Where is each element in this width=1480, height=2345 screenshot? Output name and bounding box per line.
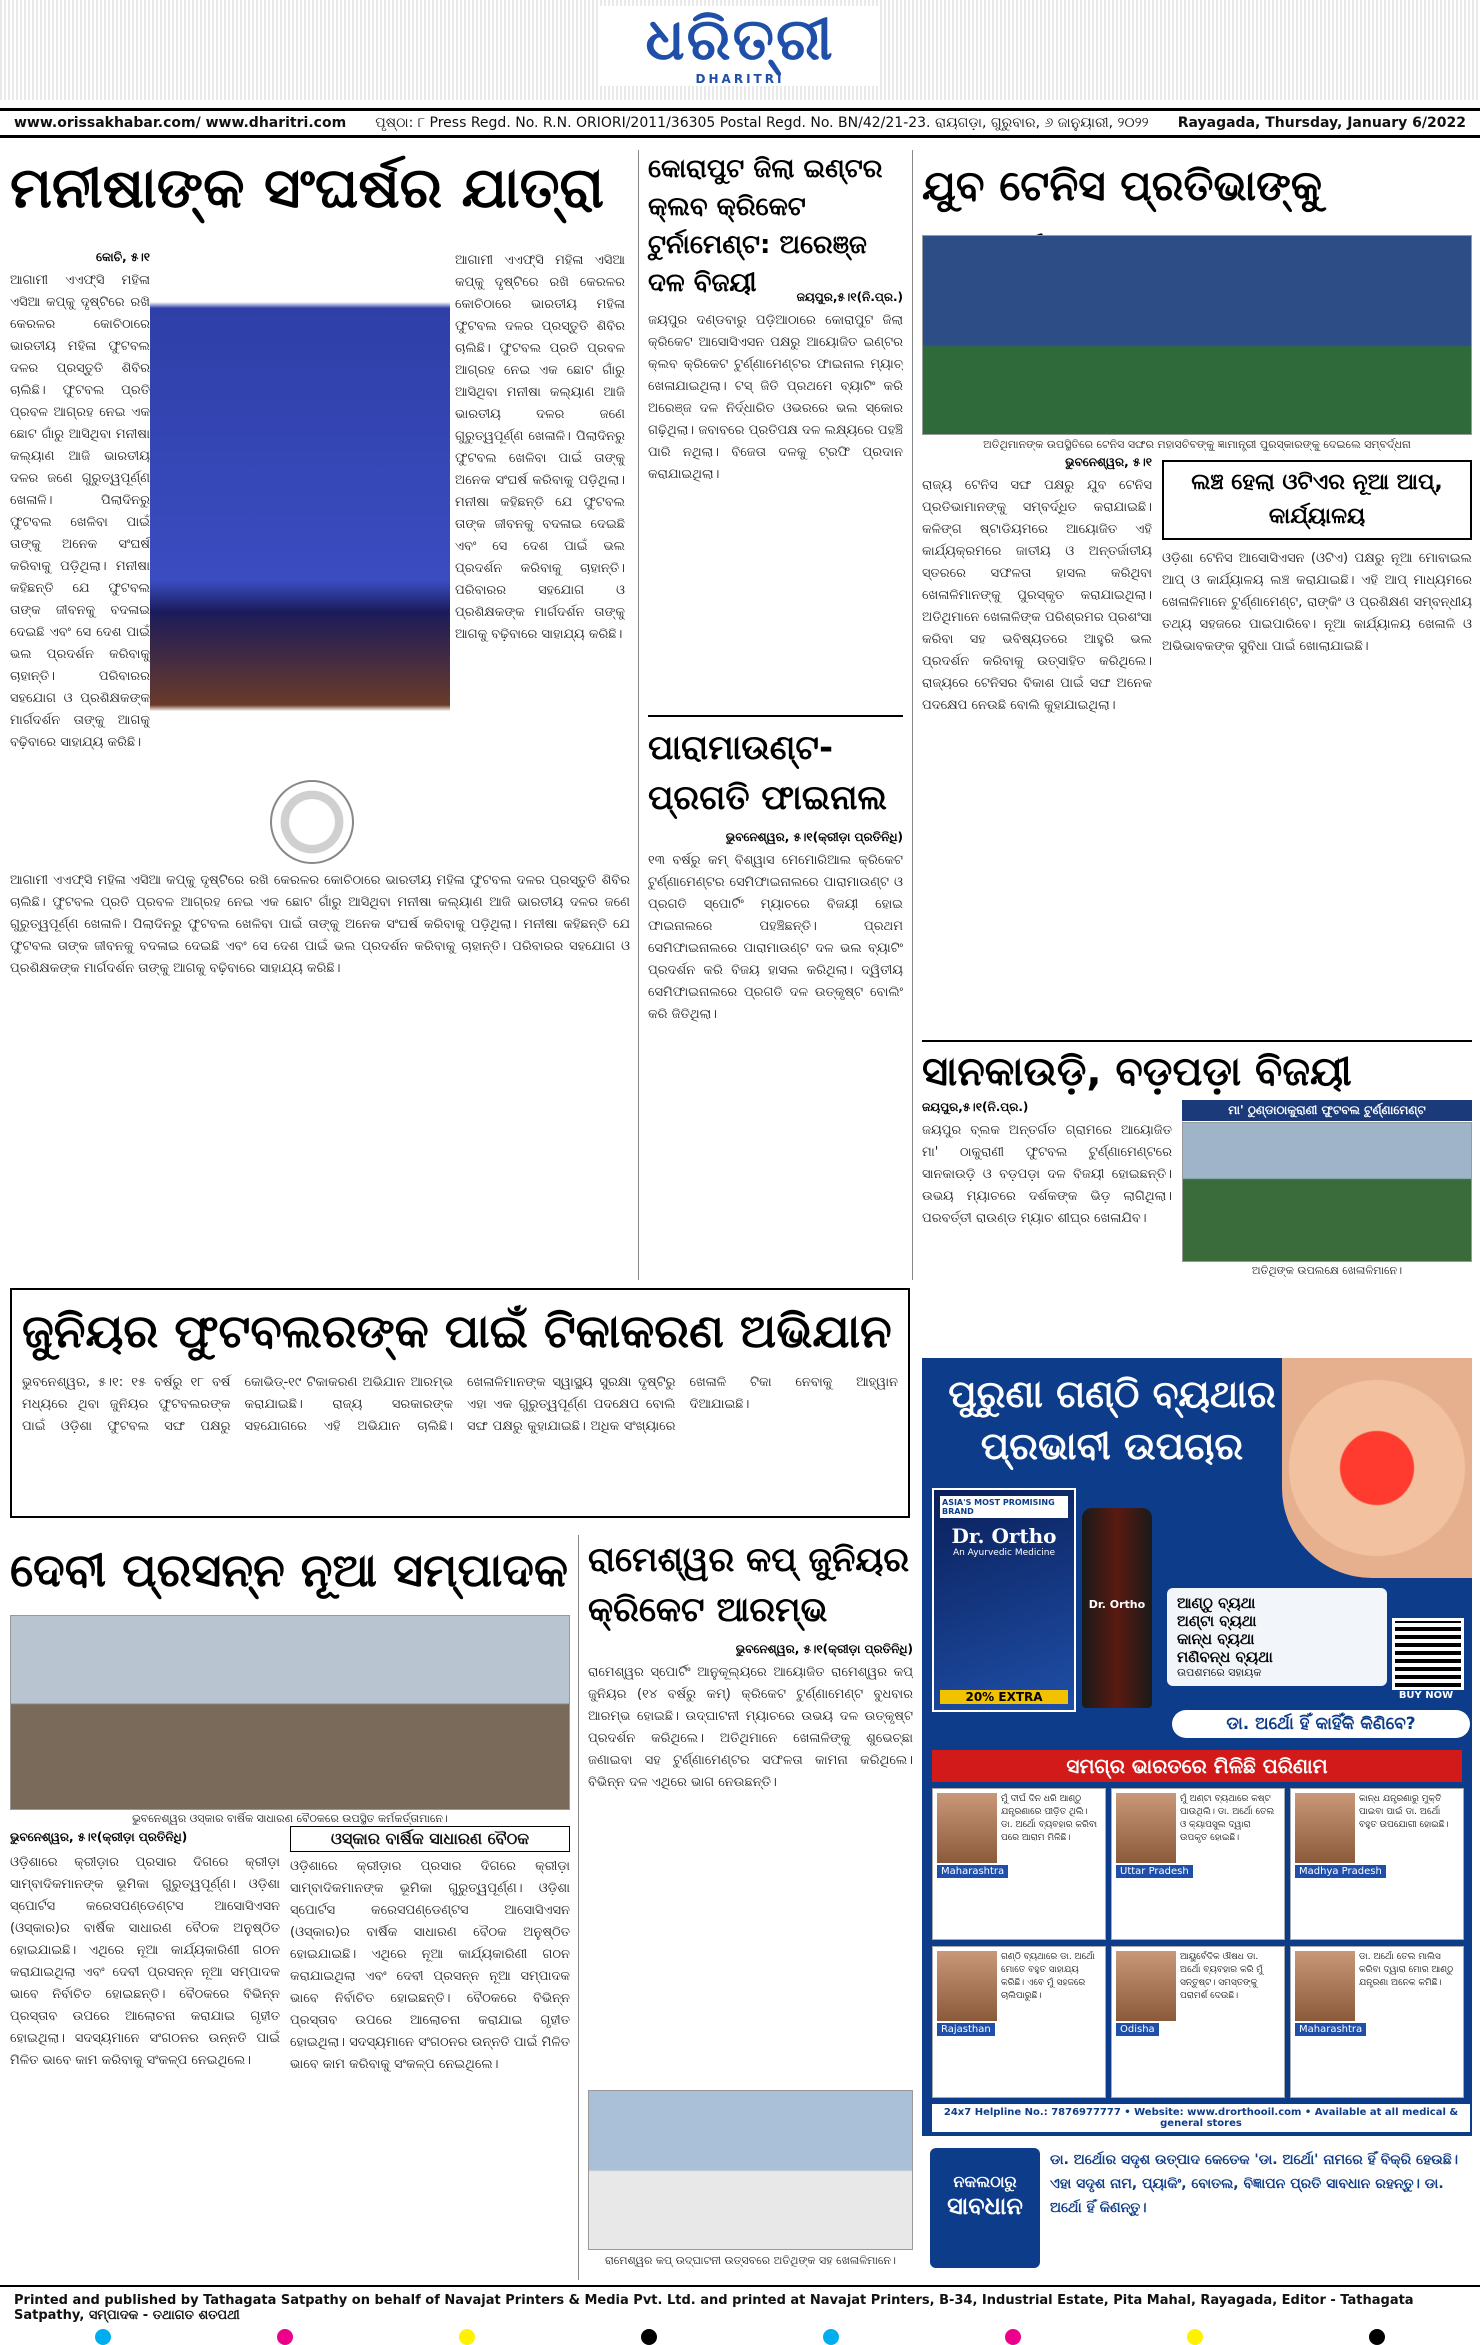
helpline-bar[interactable]: 24x7 Helpline No.: 7876977777 • Website: www.drorthooil.com • Available at all medical & general stores bbox=[932, 2104, 1470, 2132]
testimonial-card bbox=[932, 1946, 1106, 2098]
product-box bbox=[932, 1488, 1076, 1712]
story3-byline: ଭୁବନେଶ୍ୱର, ୫।୧(କ୍ରୀଡ଼ା ପ୍ରତିନିଧି) bbox=[725, 830, 903, 844]
product-subtitle: An Ayurvedic Medicine bbox=[952, 1548, 1056, 1558]
testimonial-region: Uttar Pradesh bbox=[1116, 1865, 1193, 1878]
football-team-photo bbox=[1182, 1122, 1472, 1262]
bottle-product-name: Dr. Ortho bbox=[1088, 1598, 1146, 1611]
testimonial-text: କାନ୍ଧ ଯନ୍ତ୍ରଣାରୁ ମୁକ୍ତି ପାଇବା ପାଇଁ ଡା. ଅର୍ଥୋ ବହୁତ ଉପଯୋଗୀ ହୋଇଛି। bbox=[1359, 1794, 1449, 1830]
testimonial-text: ଗଣ୍ଠି ବ୍ୟଥାରେ ଡା. ଅର୍ଥୋ ମୋତେ ବହୁତ ସାହାଯ୍ୟ କରିଛି। ଏବେ ମୁଁ ସହଜରେ ଚାଲିପାରୁଛି। bbox=[1001, 1952, 1095, 2001]
cyan-swatch bbox=[823, 2329, 839, 2345]
logo-subtext: DHARITRI bbox=[695, 72, 785, 86]
testimonial-card bbox=[1111, 1788, 1285, 1940]
person-photo bbox=[1295, 1951, 1355, 2021]
ota-app-box bbox=[1162, 460, 1472, 1035]
story3-headline[interactable]: ପାରାମାଉଣ୍ଟ- ପ୍ରଗତି ଫାଇନାଲ bbox=[648, 715, 903, 823]
person-photo bbox=[1295, 1793, 1355, 1863]
story9-byline: ଭୁବନେଶ୍ୱର, ୫।୧(କ୍ରୀଡ଼ା ପ୍ରତିନିଧି) bbox=[735, 1642, 913, 1656]
story5-body: ଓଡ଼ିଶା ଟେନିସ ଆସୋସିଏସନ (ଓଟିଏ) ପକ୍ଷରୁ ନୂଆ ମୋବାଇଲ ଆପ୍ ଓ କାର୍ଯ୍ୟାଳୟ ଲଞ୍ଚ କରାଯାଇଛି। ଏହି ଆପ୍ ମାଧ୍ୟମରେ ଖେଳାଳିମାନେ ଟୁର୍ଣ୍ଣାମେଣ୍ଟ, ରାଙ୍କିଂ ଓ ପ୍ରଶିକ୍ଷଣ ସମ୍ବନ୍ଧୀୟ ତଥ୍ୟ ସହଜରେ ପାଇପାରିବେ। ନୂଆ କାର୍ଯ୍ୟାଳୟ ଖେଳାଳି ଓ ଅଭିଭାବକଙ୍କ ସୁବିଧା ପାଇଁ ଖୋଲାଯାଇଛି। bbox=[1162, 551, 1472, 654]
person-photo bbox=[937, 1793, 997, 1863]
dr-ortho-ad[interactable] bbox=[922, 1358, 1472, 2280]
story7-headline[interactable]: ଜୁନିୟର ଫୁଟବଲରଙ୍କ ପାଇଁ ଟିକାକରଣ ଅଭିଯାନ bbox=[22, 1304, 892, 1358]
tennis-felicitation-photo bbox=[922, 235, 1472, 435]
qr-code[interactable] bbox=[1392, 1618, 1464, 1690]
story6-byline: ଜୟପୁର,୫।୧(ନି.ପ୍ର.) bbox=[922, 1100, 1029, 1114]
story8-byline: ଭୁବନେଶ୍ୱର, ୫।୧(କ୍ରୀଡ଼ା ପ୍ରତିନିଧି) bbox=[10, 1830, 188, 1844]
story2-body: ଜୟପୁର ଦଣ୍ଡବାରୁ ପଡ଼ିଆଠାରେ କୋରାପୁଟ ଜିଲା କ୍ରିକେଟ ଆସୋସିଏସନ ପକ୍ଷରୁ ଆୟୋଜିତ ଇଣ୍ଟର କ୍ଲବ କ୍ରିକେଟ ଟୁର୍ଣ୍ଣାମେଣ୍ଟର ଫାଇନାଲ ମ୍ୟାଚ୍ ଖେଳାଯାଇଥିଲା। ଟସ୍ ଜିତି ପ୍ରଥମେ ବ୍ୟାଟିଂ କରି ଅରେଞ୍ଜ ଦଳ ନିର୍ଦ୍ଧାରିତ ଓଭରରେ ଭଲ ସ୍କୋର ଗଢ଼ିଥିଲା। ଜବାବରେ ପ୍ରତିପକ୍ଷ ଦଳ ଲକ୍ଷ୍ୟରେ ପହଞ୍ଚି ପାରି ନଥିଲା। ବିଜେତା ଦଳକୁ ଟ୍ରଫି ପ୍ରଦାନ କରାଯାଇଥିଲା। bbox=[648, 313, 903, 482]
story9-photo-caption: ରାମେଶ୍ୱର କପ୍ ଉଦ୍‌ଘାଟନୀ ଉତ୍ସବରେ ଅତିଥିଙ୍କ ସହ ଖେଳାଳିମାନେ। bbox=[605, 2254, 896, 2267]
oil-bottle-icon bbox=[1082, 1508, 1152, 1708]
testimonial-region: Rajasthan bbox=[937, 2023, 995, 2036]
imprint-text: Printed and published by Tathagata Satpathy on behalf of Navajat Printers & Media Pvt. Ltd. and printed at Navajat Printers, B-34, Industrial Estate, Pita Mahal, Rayagada, Editor - Tathagata Satpathy, ସମ୍ପାଦକ - ତଥାଗତ ଶତପଥୀ bbox=[14, 2293, 1414, 2323]
footballer-photo bbox=[150, 240, 450, 860]
caution-text: ଡା. ଅର୍ଥୋର ସଦୃଶ ଉତ୍ପାଦ କେତେକ 'ଡା. ଅର୍ଥୋ' ନାମରେ ହିଁ ବିକ୍ରି ହେଉଛି। ଏହା ସଦୃଶ ନାମ, ପ୍ୟାକିଂ, ବୋତଲ, ବିଜ୍ଞାପନ ପ୍ରତି ସାବଧାନ ରହନ୍ତୁ। ଡା. ଅର୍ଥୋ ହିଁ କିଣନ୍ତୁ। bbox=[1050, 2152, 1458, 2216]
story8-body-right: ଓଡ଼ିଶାରେ କ୍ରୀଡ଼ାର ପ୍ରସାର ଦିଗରେ କ୍ରୀଡ଼ା ସାମ୍ବାଦିକମାନଙ୍କ ଭୂମିକା ଗୁରୁତ୍ୱପୂର୍ଣ୍ଣ। ଓଡ଼ିଶା ସ୍ପୋର୍ଟସ କରେସପଣ୍ଡେଣ୍ଟସ ଆସୋସିଏସନ (ଓସ୍କାର)ର ବାର୍ଷିକ ସାଧାରଣ ବୈଠକ ଅନୁଷ୍ଠିତ ହୋଇଯାଇଛି। ଏଥିରେ ନୂଆ କାର୍ଯ୍ୟକାରିଣୀ ଗଠନ କରାଯାଇଥିଲା ଏବଂ ଦେବୀ ପ୍ରସନ୍ନ ନୂଆ ସମ୍ପାଦକ ଭାବେ ନିର୍ବାଚିତ ହୋଇଛନ୍ତି। ବୈଠକରେ ବିଭିନ୍ନ ପ୍ରସ୍ତାବ ଉପରେ ଆଲୋଚନା କରାଯାଇ ଗୃହୀତ ହୋଇଥିଲା। ସଦସ୍ୟମାନେ ସଂଗଠନର ଉନ୍ନତି ପାଇଁ ମିଳିତ ଭାବେ କାମ କରିବାକୁ ସଂକଳ୍ପ ନେଇଥିଲେ। bbox=[290, 1859, 570, 2072]
testimonial-card bbox=[932, 1788, 1106, 1940]
brand-badge: ASIA'S MOST PROMISING BRAND bbox=[940, 1496, 1068, 1518]
story8-body-left: ଓଡ଼ିଶାରେ କ୍ରୀଡ଼ାର ପ୍ରସାର ଦିଗରେ କ୍ରୀଡ଼ା ସାମ୍ବାଦିକମାନଙ୍କ ଭୂମିକା ଗୁରୁତ୍ୱପୂର୍ଣ୍ଣ। ଓଡ଼ିଶା ସ୍ପୋର୍ଟସ କରେସପଣ୍ଡେଣ୍ଟସ ଆସୋସିଏସନ (ଓସ୍କାର)ର ବାର୍ଷିକ ସାଧାରଣ ବୈଠକ ଅନୁଷ୍ଠିତ ହୋଇଯାଇଛି। ଏଥିରେ ନୂଆ କାର୍ଯ୍ୟକାରିଣୀ ଗଠନ କରାଯାଇଥିଲା ଏବଂ ଦେବୀ ପ୍ରସନ୍ନ ନୂଆ ସମ୍ପାଦକ ଭାବେ ନିର୍ବାଚିତ ହୋଇଛନ୍ତି। ବୈଠକରେ ବିଭିନ୍ନ ପ୍ରସ୍ତାବ ଉପରେ ଆଲୋଚନା କରାଯାଇ ଗୃହୀତ ହୋଇଥିଲା। ସଦସ୍ୟମାନେ ସଂଗଠନର ଉନ୍ନତି ପାଇଁ ମିଳିତ ଭାବେ କାମ କରିବାକୁ ସଂକଳ୍ପ ନେଇଥିଲେ। bbox=[10, 1855, 280, 2068]
edition-date: Rayagada, Thursday, January 6/2022 bbox=[1177, 115, 1466, 131]
person-photo bbox=[1116, 1793, 1176, 1863]
person-photo bbox=[1116, 1951, 1176, 2021]
story1-body-right: ଆଗାମୀ ଏଏଫ୍‌ସି ମହିଳା ଏସିଆ କପ୍‌କୁ ଦୃଷ୍ଟିରେ ରଖି କେରଳର କୋଚିଠାରେ ଭାରତୀୟ ମହିଳା ଫୁଟବଲ ଦଳର ପ୍ରସ୍ତୁତି ଶିବିର ଚାଲିଛି। ଫୁଟବଲ ପ୍ରତି ପ୍ରବଳ ଆଗ୍ରହ ନେଇ ଏକ ଛୋଟ ଗାଁରୁ ଆସିଥିବା ମନୀଷା କଲ୍ୟାଣ ଆଜି ଭାରତୀୟ ଦଳର ଜଣେ ଗୁରୁତ୍ୱପୂର୍ଣ୍ଣ ଖେଳାଳି। ପିଲାଦିନରୁ ଫୁଟବଲ ଖେଳିବା ପାଇଁ ତାଙ୍କୁ ଅନେକ ସଂଘର୍ଷ କରିବାକୁ ପଡ଼ିଥିଲା। ମନୀଷା କହିଛନ୍ତି ଯେ ଫୁଟବଲ ତାଙ୍କ ଜୀବନକୁ ବଦଳାଇ ଦେଇଛି ଏବଂ ସେ ଦେଶ ପାଇଁ ଭଲ ପ୍ରଦର୍ଶନ କରିବାକୁ ଚାହାନ୍ତି। ପରିବାରର ସହଯୋଗ ଓ ପ୍ରଶିକ୍ଷକଙ୍କ ମାର୍ଗଦର୍ଶନ ତାଙ୍କୁ ଆଗକୁ ବଢ଼ିବାରେ ସାହାଯ୍ୟ କରିଛି। bbox=[455, 253, 625, 642]
qr-label: BUY NOW bbox=[1398, 1690, 1454, 1701]
cricket-team-photo bbox=[588, 2090, 913, 2250]
benefit-item: ଆଣ୍ଠୁ ବ୍ୟଥା bbox=[1177, 1594, 1256, 1612]
color-registration-marks bbox=[14, 2329, 1466, 2345]
website-link[interactable]: www.orissakhabar.com/ www.dharitri.com bbox=[14, 115, 347, 131]
newspaper-logo[interactable] bbox=[600, 6, 880, 86]
registration-info: ପୃଷ୍ଠା: ୮ Press Regd. No. R.N. ORIORI/2011/36305 Postal Regd. No. BN/42/21-23. ରାୟଗଡ଼ା, ଗୁରୁବାର, ୬ ଜାନୁୟାରୀ, ୨୦୨୨ bbox=[375, 115, 1149, 131]
story4-body: ରାଜ୍ୟ ଟେନିସ ସଙ୍ଘ ପକ୍ଷରୁ ଯୁବ ଟେନିସ ପ୍ରତିଭାମାନଙ୍କୁ ସମ୍ବର୍ଦ୍ଧିତ କରାଯାଇଛି। କଳିଙ୍ଗ ଷ୍ଟାଡିୟମରେ ଆୟୋଜିତ ଏହି କାର୍ଯ୍ୟକ୍ରମରେ ଜାତୀୟ ଓ ଅନ୍ତର୍ଜାତୀୟ ସ୍ତରରେ ସଫଳତା ହାସଲ କରିଥିବା ଖେଳାଳିମାନଙ୍କୁ ପୁରସ୍କୃତ କରାଯାଇଥିଲା। ଅତିଥିମାନେ ଖେଳାଳିଙ୍କ ପରିଶ୍ରମର ପ୍ରଶଂସା କରିବା ସହ ଭବିଷ୍ୟତରେ ଆହୁରି ଭଲ ପ୍ରଦର୍ଶନ କରିବାକୁ ଉତ୍ସାହିତ କରିଥିଲେ। ରାଜ୍ୟରେ ଟେନିସର ବିକାଶ ପାଇଁ ସଙ୍ଘ ଅନେକ ପଦକ୍ଷେପ ନେଉଛି ବୋଲି କୁହାଯାଇଥିଲା। bbox=[922, 478, 1152, 713]
logo-text: ଧରିତ୍ରୀ bbox=[645, 5, 835, 73]
testimonial-region: Odisha bbox=[1116, 2023, 1159, 2036]
black-swatch bbox=[641, 2329, 657, 2345]
benefit-item: ଅଣ୍ଟା ବ୍ୟଥା bbox=[1177, 1612, 1257, 1630]
story4-photo-caption: ଅତିଥିମାନଙ୍କ ଉପସ୍ଥିତିରେ ଟେନିସ ସଙ୍ଘର ମହାସଚିବଙ୍କୁ ଜ୍ଞାମାନ୍ତ୍ରୀ ପୁରସ୍କାରଙ୍କୁ ଦେଇଲେ ସମ୍ବର୍ଦ୍ଧନା bbox=[983, 438, 1411, 451]
ad-title-1: ପୁରୁଣା ଗଣ୍ଠି ବ୍ୟଥାର bbox=[948, 1372, 1276, 1416]
magenta-swatch bbox=[1005, 2329, 1021, 2345]
story8-subhead: ଓସ୍କାର ବାର୍ଷିକ ସାଧାରଣ ବୈଠକ bbox=[290, 1826, 570, 1852]
story7-body: ଭୁବନେଶ୍ୱର, ୫।୧: ୧୫ ବର୍ଷରୁ ୧୮ ବର୍ଷ ମଧ୍ୟରେ ଥିବା ଜୁନିୟର ଫୁଟବଲରଙ୍କ ପାଇଁ ଓଡ଼ିଶା ଫୁଟବଲ ସଙ୍ଘ ପକ୍ଷରୁ କୋଭିଡ୍-୧୯ ଟିକାକରଣ ଅଭିଯାନ ଆରମ୍ଭ କରାଯାଇଛି। ରାଜ୍ୟ ସରକାରଙ୍କ ସହଯୋଗରେ ଏହି ଅଭିଯାନ ଚାଲିଛି। ଖେଳାଳିମାନଙ୍କ ସ୍ୱାସ୍ଥ୍ୟ ସୁରକ୍ଷା ଦୃଷ୍ଟିରୁ ଏହା ଏକ ଗୁରୁତ୍ୱପୂର୍ଣ୍ଣ ପଦକ୍ଷେପ ବୋଲି ସଙ୍ଘ ପକ୍ଷରୁ କୁହାଯାଇଛି। ଅଧିକ ସଂଖ୍ୟାରେ ଖେଳାଳି ଟିକା ନେବାକୁ ଆହ୍ୱାନ ଦିଆଯାଇଛି। bbox=[22, 1375, 898, 1434]
story9-headline[interactable]: ରାମେଶ୍ୱର କପ୍ ଜୁନିୟର କ୍ରିକେଟ ଆରମ୍ଭ bbox=[588, 1540, 910, 1630]
story4-byline: ଭୁବନେଶ୍ୱର, ୫।୧ bbox=[1065, 455, 1152, 469]
person-photo bbox=[937, 1951, 997, 2021]
cyan-swatch bbox=[95, 2329, 111, 2345]
column-rule bbox=[638, 150, 639, 1280]
caution-box bbox=[922, 2133, 1472, 2283]
testimonial-card bbox=[1290, 1946, 1464, 2098]
ad-question: ଡା. ଅର୍ଥୋ ହିଁ କାହିଁକି କିଣିବେ? bbox=[1172, 1710, 1470, 1738]
story6-body: ଜୟପୁର ବ୍ଲକ ଅନ୍ତର୍ଗତ ଗ୍ରାମରେ ଆୟୋଜିତ ମା' ଠାକୁରାଣୀ ଫୁଟବଲ ଟୁର୍ଣ୍ଣାମେଣ୍ଟରେ ସାନକାଉଡ଼ି ଓ ବଡ଼ପଡ଼ା ଦଳ ବିଜୟୀ ହୋଇଛନ୍ତି। ଉଭୟ ମ୍ୟାଚରେ ଦର୍ଶକଙ୍କ ଭିଡ଼ ଲାଗିଥିଲା। ପରବର୍ତ୍ତୀ ରାଉଣ୍ଡ ମ୍ୟାଚ ଶୀଘ୍ର ଖେଳାଯିବ। bbox=[922, 1123, 1172, 1226]
story6-headline[interactable]: ସାନକାଉଡ଼ି, ବଡ଼ପଡ଼ା ବିଜୟୀ bbox=[922, 1040, 1472, 1102]
black-swatch bbox=[1369, 2329, 1385, 2345]
story6-photo-caption: ଅତିଥିଙ୍କ ଉପଲକ୍ଷେ ଖେଳାଳିମାନେ। bbox=[1251, 1264, 1403, 1277]
testimonial-region: Madhya Pradesh bbox=[1295, 1865, 1386, 1878]
story9-body: ରାମେଶ୍ୱର ସ୍ପୋର୍ଟିଂ ଆନୁକୂଲ୍ୟରେ ଆୟୋଜିତ ରାମେଶ୍ୱର କପ୍ ଜୁନିୟର (୧୪ ବର୍ଷରୁ କମ୍) କ୍ରିକେଟ ଟୁର୍ଣ୍ଣାମେଣ୍ଟ ବୁଧବାର ଆରମ୍ଭ ହୋଇଛି। ଉଦ୍‌ଘାଟନୀ ମ୍ୟାଚରେ ଉଭୟ ଦଳ ଉତ୍କୃଷ୍ଟ ପ୍ରଦର୍ଶନ କରିଥିଲେ। ଅତିଥିମାନେ ଖେଳାଳିଙ୍କୁ ଶୁଭେଚ୍ଛା ଜଣାଇବା ସହ ଟୁର୍ଣ୍ଣାମେଣ୍ଟର ସଫଳତା କାମନା କରିଥିଲେ। ବିଭିନ୍ନ ଦଳ ଏଥିରେ ଭାଗ ନେଉଛନ୍ତି। bbox=[588, 1665, 913, 1790]
story2-byline: ଜୟପୁର,୫।୧(ନି.ପ୍ର.) bbox=[796, 290, 903, 304]
testimonial-region: Maharashtra bbox=[1295, 2023, 1366, 2036]
testimonial-text: ଡା. ଅର୍ଥୋ ତେଲ ମାଲିସ କରିବା ଦ୍ୱାରା ମୋର ଆଣ୍ଠୁ ଯନ୍ତ୍ରଣା ଅନେକ କମିଛି। bbox=[1359, 1952, 1454, 1988]
story5-headline[interactable]: ଲଞ୍ଚ ହେଲା ଓଟିଏର ନୂଆ ଆପ୍, କାର୍ଯ୍ୟାଳୟ bbox=[1162, 460, 1472, 540]
yellow-swatch bbox=[1187, 2329, 1203, 2345]
story3-body: ୧୩ ବର୍ଷରୁ କମ୍ ବିଶ୍ୱାସ ମେମୋରିଆଲ କ୍ରିକେଟ ଟୁର୍ଣ୍ଣାମେଣ୍ଟର ସେମିଫାଇନାଲରେ ପାରାମାଉଣ୍ଟ ଓ ପ୍ରଗତି ସ୍ପୋର୍ଟିଂ ମ୍ୟାଚରେ ବିଜୟୀ ହୋଇ ଫାଇନାଲରେ ପହଞ୍ଚିଛନ୍ତି। ପ୍ରଥମ ସେମିଫାଇନାଲରେ ପାରାମାଉଣ୍ଟ ଦଳ ଭଲ ବ୍ୟାଟିଂ ପ୍ରଦର୍ଶନ କରି ବିଜୟ ହାସଲ କରିଥିଲା। ଦ୍ୱିତୀୟ ସେମିଫାଇନାଲରେ ପ୍ରଗତି ଦଳ ଉତ୍କୃଷ୍ଟ ବୋଲିଂ କରି ଜିତିଥିଲା। bbox=[648, 853, 903, 1022]
testimonial-text: ମୁଁ ଦୀର୍ଘ ଦିନ ଧରି ଆଣ୍ଠୁ ଯନ୍ତ୍ରଣାରେ ପୀଡ଼ିତ ଥିଲି। ଡା. ଅର୍ଥୋ ବ୍ୟବହାର କରିବା ପରେ ଆରାମ ମିଳିଛି। bbox=[1001, 1794, 1098, 1843]
caution-word-2: ସାବଧାନ bbox=[947, 2192, 1023, 2220]
testimonial-text: ମୁଁ ଅଣ୍ଟା ବ୍ୟଥାରେ କଷ୍ଟ ପାଉଥିଲି। ଡା. ଅର୍ଥୋ ତେଲ ଓ କ୍ୟାପସୁଲ ଦ୍ୱାରା ଉପକୃତ ହୋଇଛି। bbox=[1180, 1794, 1275, 1843]
oscar-meeting-photo bbox=[10, 1615, 570, 1810]
imprint-footer bbox=[0, 2285, 1480, 2339]
benefit-item: ମଣିବନ୍ଧ ବ୍ୟଥା bbox=[1177, 1648, 1273, 1666]
benefit-list bbox=[1167, 1588, 1387, 1686]
tournament-banner: ମା' ଠୁଣ୍ଡାଠାକୁରାଣୀ ଫୁଟବଲ ଟୁର୍ଣ୍ଣାମେଣ୍ଟ bbox=[1182, 1100, 1472, 1121]
story2-headline[interactable]: କୋରାପୁଟ ଜିଲା ଇଣ୍ଟର କ୍ଲବ କ୍ରିକେଟ ଟୁର୍ନାମେଣ୍ଟ: ଅରେଞ୍ଜ ଦଳ ବିଜୟୀ bbox=[648, 154, 883, 298]
football-icon bbox=[270, 780, 354, 864]
story4-headline[interactable]: ଯୁବ ଟେନିସ ପ୍ରତିଭାଙ୍କୁ bbox=[922, 161, 1322, 210]
testimonial-region: Maharashtra bbox=[937, 1865, 1008, 1878]
caution-left bbox=[930, 2148, 1040, 2268]
benefit-item: କାନ୍ଧ ବ୍ୟଥା bbox=[1177, 1630, 1255, 1648]
ad-title-2: ପ୍ରଭାବୀ ଉପଚାର bbox=[980, 1424, 1244, 1468]
dateline-bar bbox=[0, 108, 1480, 138]
knee-icon bbox=[1282, 1358, 1472, 1578]
testimonial-card bbox=[1111, 1946, 1285, 2098]
story8-photo-caption: ଭୁବନେଶ୍ୱର ଓସ୍କାର ବାର୍ଷିକ ସାଧାରଣ ବୈଠକରେ ଉପସ୍ଥିତ କର୍ମକର୍ତ୍ତାମାନେ। bbox=[132, 1812, 448, 1825]
story1-body-bottom: ଆଗାମୀ ଏଏଫ୍‌ସି ମହିଳା ଏସିଆ କପ୍‌କୁ ଦୃଷ୍ଟିରେ ରଖି କେରଳର କୋଚିଠାରେ ଭାରତୀୟ ମହିଳା ଫୁଟବଲ ଦଳର ପ୍ରସ୍ତୁତି ଶିବିର ଚାଲିଛି। ଫୁଟବଲ ପ୍ରତି ପ୍ରବଳ ଆଗ୍ରହ ନେଇ ଏକ ଛୋଟ ଗାଁରୁ ଆସିଥିବା ମନୀଷା କଲ୍ୟାଣ ଆଜି ଭାରତୀୟ ଦଳର ଜଣେ ଗୁରୁତ୍ୱପୂର୍ଣ୍ଣ ଖେଳାଳି। ପିଲାଦିନରୁ ଫୁଟବଲ ଖେଳିବା ପାଇଁ ତାଙ୍କୁ ଅନେକ ସଂଘର୍ଷ କରିବାକୁ ପଡ଼ିଥିଲା। ମନୀଷା କହିଛନ୍ତି ଯେ ଫୁଟବଲ ତାଙ୍କ ଜୀବନକୁ ବଦଳାଇ ଦେଇଛି ଏବଂ ସେ ଦେଶ ପାଇଁ ଭଲ ପ୍ରଦର୍ଶନ କରିବାକୁ ଚାହାନ୍ତି। ପରିବାରର ସହଯୋଗ ଓ ପ୍ରଶିକ୍ଷକଙ୍କ ମାର୍ଗଦର୍ଶନ ତାଙ୍କୁ ଆଗକୁ ବଢ଼ିବାରେ ସାହାଯ୍ୟ କରିଛି। bbox=[10, 873, 630, 976]
magenta-swatch bbox=[277, 2329, 293, 2345]
yellow-swatch bbox=[459, 2329, 475, 2345]
column-rule bbox=[578, 1535, 579, 2280]
story1-headline[interactable]: ମନୀଷାଙ୍କ ସଂଘର୍ଷର ଯାତ୍ରା bbox=[10, 156, 605, 221]
ad-red-band: ସମଗ୍ର ଭାରତରେ ମିଳିଛି ପରିଣାମ bbox=[932, 1750, 1462, 1782]
caution-word-1: ନକଲଠାରୁ bbox=[953, 2172, 1017, 2191]
testimonial-text: ଆୟୁର୍ବେଦିକ ଔଷଧ ଡା. ଅର୍ଥୋ ବ୍ୟବହାର କରି ମୁଁ ସନ୍ତୁଷ୍ଟ। ସମସ୍ତଙ୍କୁ ପରାମର୍ଶ ଦେଉଛି। bbox=[1180, 1952, 1264, 2001]
story8-headline[interactable]: ଦେବୀ ପ୍ରସନ୍ନ ନୂଆ ସମ୍ପାଦକ bbox=[10, 1543, 568, 1597]
story1-body-left: ଆଗାମୀ ଏଏଫ୍‌ସି ମହିଳା ଏସିଆ କପ୍‌କୁ ଦୃଷ୍ଟିରେ ରଖି କେରଳର କୋଚିଠାରେ ଭାରତୀୟ ମହିଳା ଫୁଟବଲ ଦଳର ପ୍ରସ୍ତୁତି ଶିବିର ଚାଲିଛି। ଫୁଟବଲ ପ୍ରତି ପ୍ରବଳ ଆଗ୍ରହ ନେଇ ଏକ ଛୋଟ ଗାଁରୁ ଆସିଥିବା ମନୀଷା କଲ୍ୟାଣ ଆଜି ଭାରତୀୟ ଦଳର ଜଣେ ଗୁରୁତ୍ୱପୂର୍ଣ୍ଣ ଖେଳାଳି। ପିଲାଦିନରୁ ଫୁଟବଲ ଖେଳିବା ପାଇଁ ତାଙ୍କୁ ଅନେକ ସଂଘର୍ଷ କରିବାକୁ ପଡ଼ିଥିଲା। ମନୀଷା କହିଛନ୍ତି ଯେ ଫୁଟବଲ ତାଙ୍କ ଜୀବନକୁ ବଦଳାଇ ଦେଇଛି ଏବଂ ସେ ଦେଶ ପାଇଁ ଭଲ ପ୍ରଦର୍ଶନ କରିବାକୁ ଚାହାନ୍ତି। ପରିବାରର ସହଯୋଗ ଓ ପ୍ରଶିକ୍ଷକଙ୍କ ମାର୍ଗଦର୍ଶନ ତାଙ୍କୁ ଆଗକୁ ବଢ଼ିବାରେ ସାହାଯ୍ୟ କରିଛି। bbox=[10, 273, 150, 750]
vaccination-box bbox=[10, 1288, 910, 1518]
product-name: Dr. Ortho bbox=[951, 1524, 1057, 1548]
testimonial-card bbox=[1290, 1788, 1464, 1940]
extra-badge: 20% EXTRA bbox=[940, 1690, 1068, 1704]
column-rule bbox=[912, 150, 913, 1280]
story1-byline: କୋଚି, ୫।୧ bbox=[95, 250, 150, 264]
benefit-note: ଉପଶମରେ ସହାୟକ bbox=[1177, 1666, 1262, 1679]
